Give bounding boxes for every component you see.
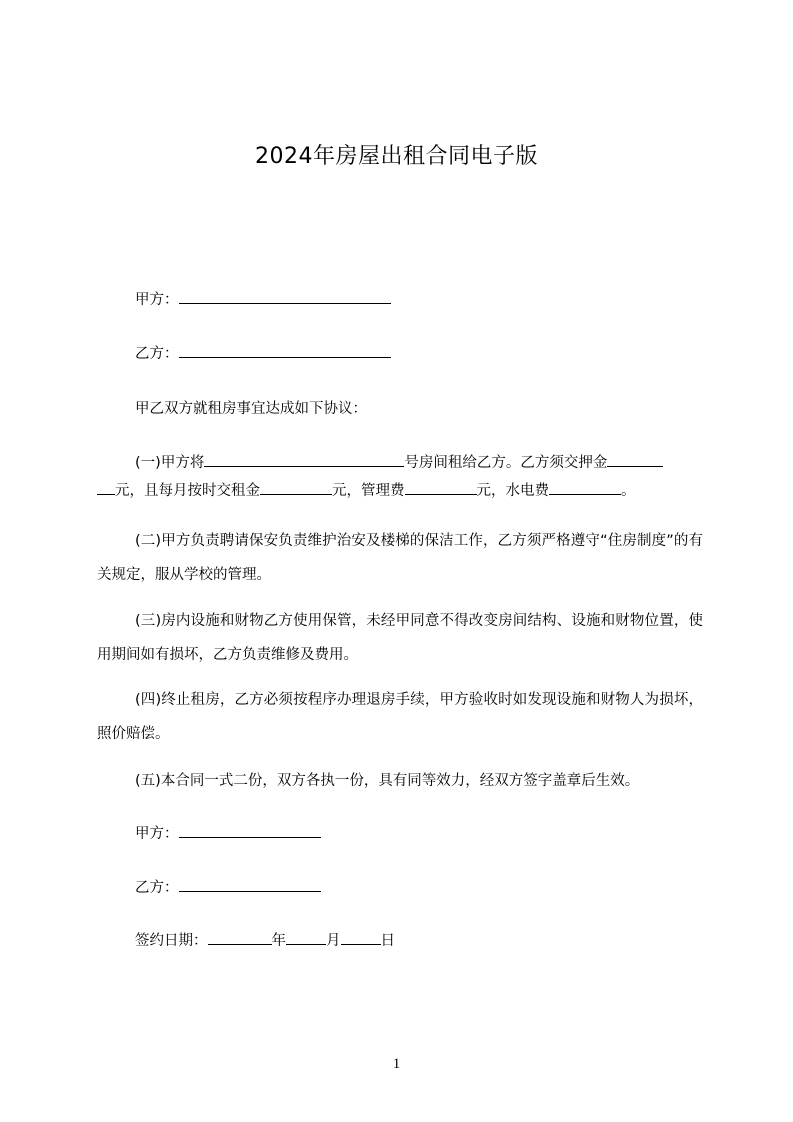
month-label: 月 bbox=[326, 933, 341, 949]
clause-1-line-2 bbox=[97, 478, 636, 504]
clause-4: (四)终止租房，乙方必须按程序办理退房手续，甲方验收时如发现设施和财物人为损坏，照价赔偿。 bbox=[97, 692, 703, 742]
month-blank bbox=[286, 930, 326, 945]
party-b-blank bbox=[179, 343, 391, 358]
document-title: 2024年房屋出租合同电子版 bbox=[255, 144, 538, 169]
party-b-label: 乙方： bbox=[135, 346, 179, 362]
sign-party-b-label: 乙方： bbox=[135, 880, 179, 896]
management-fee-blank bbox=[405, 480, 477, 495]
sign-date-line bbox=[135, 928, 395, 954]
sign-party-a-blank bbox=[179, 823, 321, 838]
sign-party-b-line bbox=[135, 875, 321, 901]
sign-party-b-blank bbox=[179, 877, 321, 892]
party-b-line bbox=[135, 341, 391, 367]
deposit-blank bbox=[607, 452, 663, 467]
room-number-blank bbox=[204, 452, 404, 467]
sign-party-a-label: 甲方： bbox=[135, 826, 179, 842]
party-a-line bbox=[135, 287, 391, 313]
clause-1-mid1: 号房间租给乙方。乙方须交押金 bbox=[404, 455, 608, 471]
party-a-label: 甲方： bbox=[135, 292, 179, 308]
date-label: 签约日期： bbox=[135, 933, 208, 949]
sign-party-a-line bbox=[135, 821, 321, 847]
day-label: 日 bbox=[380, 933, 395, 949]
year-blank bbox=[208, 930, 272, 945]
clause-1-end: 。 bbox=[621, 483, 636, 499]
rent-blank bbox=[260, 480, 332, 495]
clause-1-mid3: 元，管理费 bbox=[332, 483, 405, 499]
utilities-fee-blank bbox=[549, 480, 621, 495]
deposit-blank-cont bbox=[97, 480, 115, 495]
party-a-blank bbox=[179, 289, 391, 304]
clause-1-mid4: 元，水电费 bbox=[476, 483, 549, 499]
clause-1-mid2: 元，且每月按时交租金 bbox=[115, 483, 260, 499]
page-number: 1 bbox=[392, 1056, 401, 1072]
clause-3: (三)房内设施和财物乙方使用保管，未经甲同意不得改变房间结构、设施和财物位置，使用期间如有损坏，乙方负责维修及费用。 bbox=[97, 613, 703, 663]
clause-5: (五)本合同一式二份，双方各执一份，具有同等效力，经双方签字盖章后生效。 bbox=[135, 773, 640, 789]
clause-2: (二)甲方负责聘请保安负责维护治安及楼梯的保洁工作，乙方须严格遵守“住房制度”的有关规定，服从学校的管理。 bbox=[97, 533, 703, 583]
intro-text: 甲乙双方就租房事宜达成如下协议： bbox=[135, 401, 367, 417]
clause-1-prefix: (一)甲方将 bbox=[135, 455, 205, 471]
day-blank bbox=[341, 930, 381, 945]
year-label: 年 bbox=[271, 933, 286, 949]
clause-1-line-1 bbox=[135, 450, 663, 476]
